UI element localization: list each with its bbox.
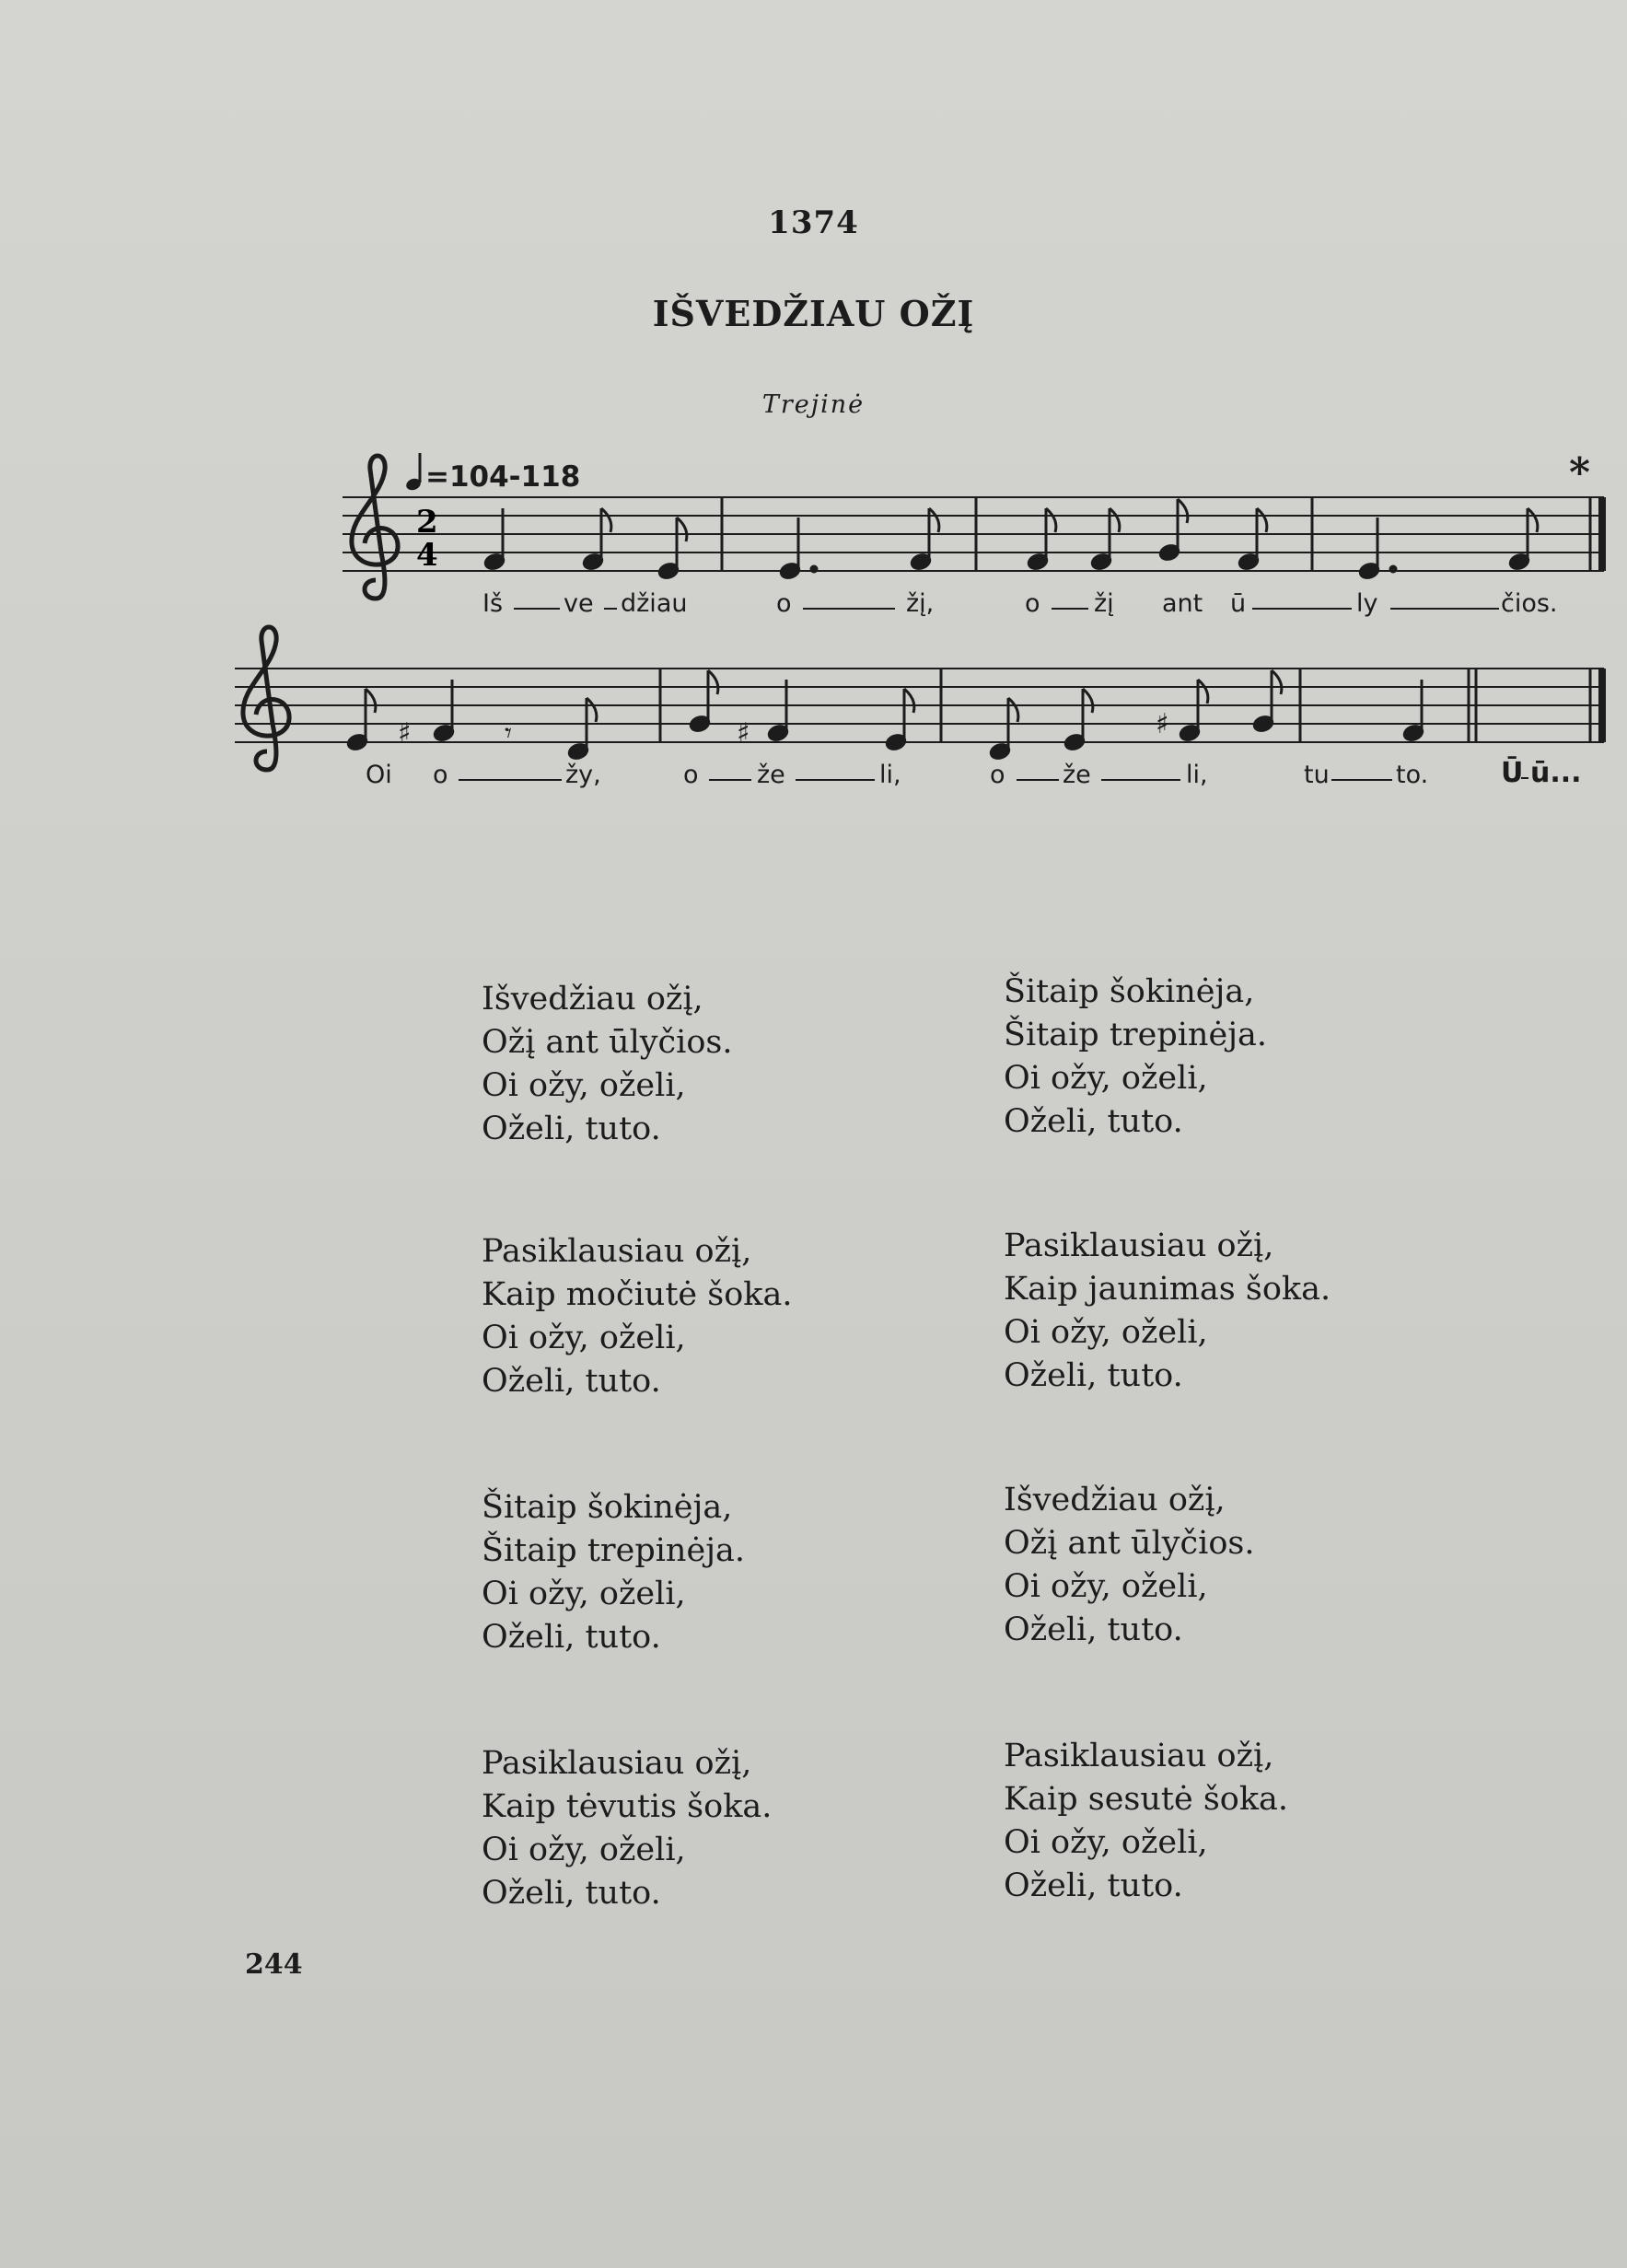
verse-line: Oželi, tuto.	[482, 1111, 661, 1147]
lyric-syllable: ve	[564, 589, 594, 618]
stanza-left-4	[482, 1742, 772, 1915]
verse-line: Oželi, tuto.	[482, 1875, 661, 1912]
stanza-right-3	[1004, 1479, 1255, 1652]
lyric-syllable: žį,	[906, 589, 935, 618]
lyric-syllable: ant	[1162, 589, 1203, 618]
rest-icon: 𝄾	[505, 717, 512, 750]
tempo-value: =104-118	[425, 460, 581, 494]
lyric-syllable: Iš	[482, 589, 504, 618]
stanza-left-3	[482, 1486, 745, 1659]
verse-line: Ožį ant ūlyčios.	[1004, 1525, 1255, 1562]
lyric-syllable: že	[1063, 761, 1091, 789]
verse-line: Ožį ant ūlyčios.	[482, 1024, 733, 1061]
lyric-syllable: o	[433, 761, 448, 789]
verse-line: Kaip tėvutis šoka.	[482, 1788, 773, 1825]
stanza-left-1	[482, 978, 733, 1151]
treble-clef-icon	[352, 456, 398, 599]
verse-line: Oželi, tuto.	[1004, 1611, 1183, 1648]
lyric-syllable: Oi	[366, 761, 392, 789]
time-signature-top: 2	[416, 504, 438, 541]
verse-line: Kaip sesutė šoka.	[1004, 1781, 1289, 1818]
sharp-icon: ♯	[737, 717, 750, 750]
verse-line: Oi ožy, oželi,	[1004, 1568, 1208, 1605]
verse-line: Oželi, tuto.	[482, 1363, 661, 1400]
lyric-syllable: Ū	[1501, 757, 1524, 789]
staff-2-notes	[346, 670, 1424, 761]
staff-1	[343, 497, 1604, 571]
page-number: 244	[245, 1948, 303, 1981]
music-score	[0, 0, 1627, 829]
verse-line: Šitaip šokinėja,	[1004, 973, 1255, 1010]
verse-line: Pasiklausiau ožį,	[482, 1233, 752, 1270]
lyric-syllable: ly	[1356, 589, 1378, 618]
verse-line: Pasiklausiau ožį,	[1004, 1227, 1274, 1264]
lyric-syllable: čios.	[1501, 589, 1558, 618]
verse-line: Oi ožy, oželi,	[482, 1576, 686, 1612]
verse-line: Oi ožy, oželi,	[482, 1320, 686, 1356]
verse-line: Oželi, tuto.	[482, 1619, 661, 1656]
verse-line: Oželi, tuto.	[1004, 1103, 1183, 1140]
staff-1-notes	[483, 499, 1538, 580]
lyric-syllable: o	[683, 761, 699, 789]
lyric-syllable: žį	[1094, 589, 1114, 618]
footnote-mark: *	[1569, 449, 1591, 496]
verse-line: Oi ožy, oželi,	[482, 1832, 686, 1868]
time-signature-bottom: 4	[416, 537, 438, 574]
verse-line: Šitaip trepinėja.	[482, 1532, 746, 1569]
lyric-syllable: li,	[879, 761, 901, 789]
verse-line: Pasiklausiau ožį,	[1004, 1738, 1274, 1774]
verse-line: Pasiklausiau ožį,	[482, 1745, 752, 1782]
stanza-right-1	[1004, 971, 1267, 1144]
sharp-icon: ♯	[398, 717, 412, 750]
verse-line: Oi ožy, oželi,	[1004, 1824, 1208, 1861]
verse-line: Išvedžiau ožį,	[1004, 1482, 1226, 1518]
lyric-syllable: džiau	[621, 589, 688, 618]
stanza-right-2	[1004, 1225, 1331, 1398]
lyric-syllable: o	[990, 761, 1005, 789]
lyric-syllable: li,	[1186, 761, 1208, 789]
sharp-icon: ♯	[1156, 708, 1169, 740]
verse-line: Šitaip šokinėja,	[482, 1489, 733, 1526]
verse-line: Kaip jaunimas šoka.	[1004, 1271, 1331, 1308]
verse-line: Šitaip trepinėja.	[1004, 1017, 1268, 1053]
stanza-left-2	[482, 1230, 792, 1403]
treble-clef-icon	[243, 627, 289, 770]
lyric-syllable: že	[757, 761, 785, 789]
lyric-syllable: tu	[1304, 761, 1330, 789]
verse-line: Oželi, tuto.	[1004, 1867, 1183, 1904]
lyric-syllable: to.	[1396, 761, 1429, 789]
stanza-right-4	[1004, 1735, 1288, 1908]
verse-line: Išvedžiau ožį,	[482, 981, 703, 1018]
verse-line: Oi ožy, oželi,	[482, 1067, 686, 1104]
lyric-syllable: o	[776, 589, 792, 618]
song-title: IŠVEDŽIAU OŽĮ	[652, 293, 975, 334]
song-number: 1374	[768, 204, 859, 241]
verse-line: Oželi, tuto.	[1004, 1357, 1183, 1394]
verse-line: Oi ožy, oželi,	[1004, 1060, 1208, 1097]
verse-line: Oi ožy, oželi,	[1004, 1314, 1208, 1351]
lyric-syllable: o	[1025, 589, 1040, 618]
verse-line: Kaip močiutė šoka.	[482, 1276, 793, 1313]
lyric-syllable: ū...	[1530, 757, 1582, 789]
lyric-syllable: žy,	[565, 761, 601, 789]
lyric-syllable: ū	[1230, 589, 1247, 618]
dance-type: Trejinė	[761, 390, 866, 419]
